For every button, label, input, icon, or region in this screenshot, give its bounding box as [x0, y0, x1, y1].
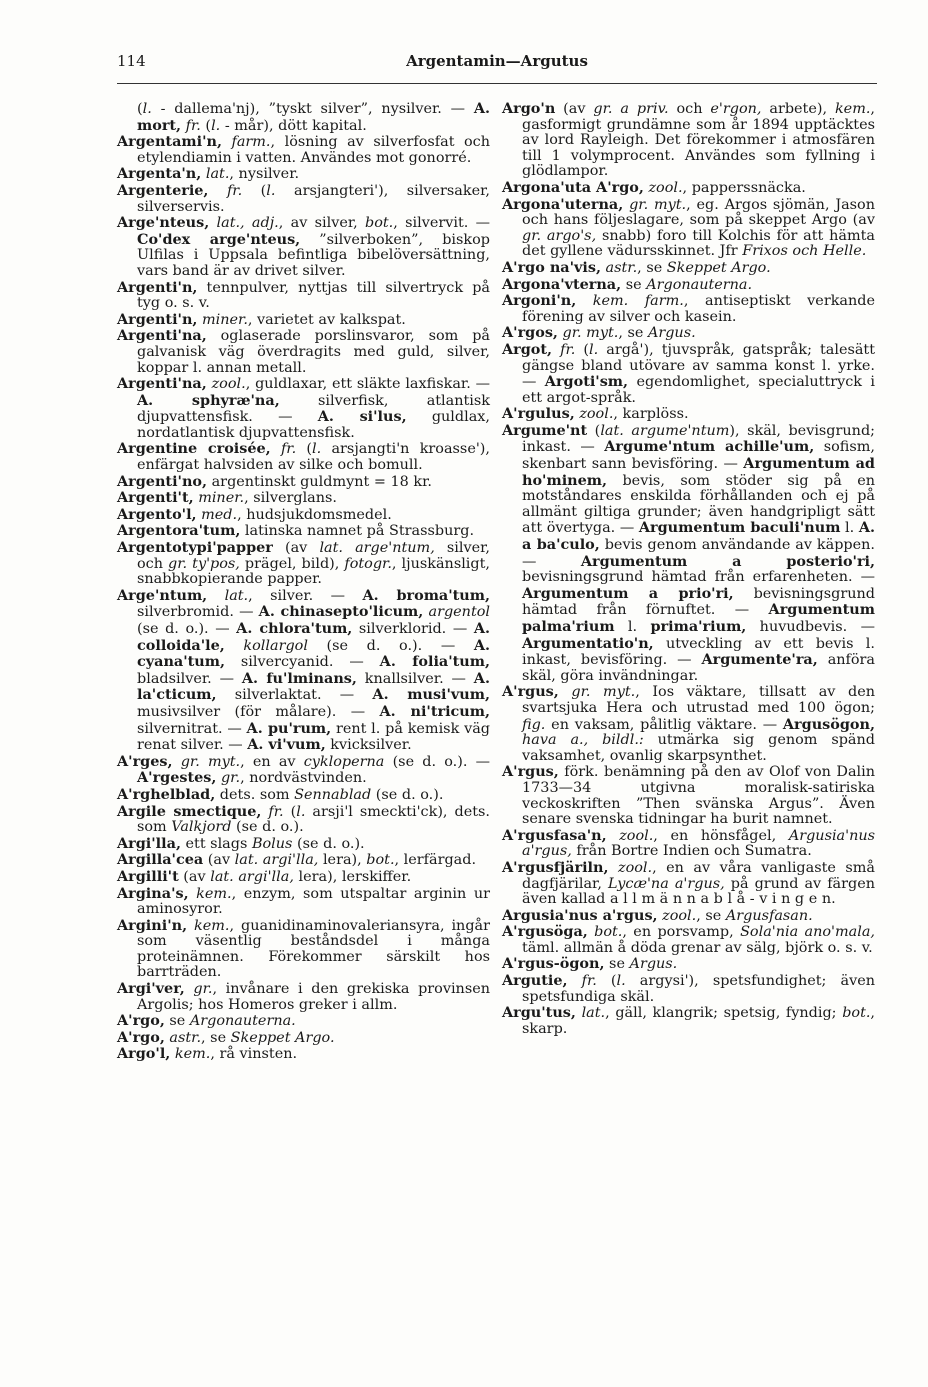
dictionary-entry: A'rgus, gr. myt., Ios väktare, tillsatt av den svartsjuka Hera och utrustad med 100 ögon; fig. en vaksam, pålitlig väktare. — Argusögon, hava a., bildl.: utmärka sig genom spänd vaksamhet, ovanlig skarpsynthet.	[502, 683, 876, 764]
dictionary-entry: (l. - dallema'nj), ”tyskt silver”, nysilver. — A. mort, fr. (l. - mår), dött kapital.	[137, 100, 490, 134]
header-rule	[117, 83, 877, 84]
dictionary-entry: Argina's, kem., enzym, som utspaltar arginin ur aminosyror.	[117, 884, 490, 918]
dictionary-entry: Argo'n (av gr. a priv. och e'rgon, arbete), kem., gasformigt grundämne som år 1894 upptäcktes av lord Rayleigh. Det förekommer i atmosfären till 1 volymprocent. Användes som fyllning i glödlampor.	[502, 100, 875, 180]
dictionary-entry: Argento'l, med., hudsjukdomsmedel.	[117, 505, 392, 523]
dictionary-entry: A'rges, gr. myt., en av cykloperna (se d. o.). — A'rgestes, gr., nordvästvinden.	[117, 752, 490, 787]
running-title: Argentamin—Argutus	[406, 52, 588, 70]
dictionary-entry: Argentine croisée, fr. (l. arsjangti'n kroasse'), enfärgat halvsiden av silke och bomull.	[117, 440, 490, 474]
dictionary-entry: Arge'nteus, lat., adj., av silver, bot., silvervit. — Co'dex arge'nteus, ”silverboken”, biskop Ulfilas i Uppsala befintliga bibelöversättning, vars band är av drivet silver.	[117, 214, 490, 279]
dictionary-entry: Argo'l, kem., rå vinsten.	[117, 1045, 298, 1063]
dictionary-entry: Argenti'no, argentinskt guldmynt = 18 kr.	[117, 472, 432, 490]
dictionary-entry: A'rghelblad, dets. som Sennablad (se d. o.).	[117, 785, 444, 803]
dictionary-entry: Argu'tus, lat., gäll, klangrik; spetsig, fyndig; bot., skarp.	[502, 1004, 875, 1037]
dictionary-entry: Argot, fr. (l. argå'), tjuvspråk, gatspråk; talesätt gängse bland utövare av samma konst l. yrke. — Argoti'sm, egendomlighet, specialuttryck i ett argot-språk.	[502, 340, 875, 406]
dictionary-entry: A'rgusfjäriln, zool., en av våra vanligaste små dagfjärilar, Lycæ'na a'rgus, på grund av färgen även kallad a l l m ä n n a b l å - v i n g e n.	[502, 858, 875, 908]
dictionary-entry: Arge'ntum, lat., silver. — A. broma'tum, silverbromid. — A. chinasepto'licum, argentol (se d. o.). — A. chlora'tum, silverklorid. — A. colloida'le, kollargol (se d. o.). — A. cyana'tum, silvercyanid. — A. folia'tum, bladsilver. — A. fu'lminans, knallsilver. — A. la'cticum, silverlaktat. — A. musi'vum, musivsilver (för målare). — A. ni'tricum, silvernitrat. — A. pu'rum, rent l. på kemisk väg renat silver. — A. vi'vum, kvicksilver.	[117, 586, 491, 754]
dictionary-entry: A'rgos, gr. myt., se Argus.	[502, 324, 696, 342]
dictionary-entry: Argenti'n, tennpulver, nyttjas till silvertryck på tyg o. s. v.	[117, 278, 490, 312]
dictionary-entry: A'rgo na'vis, astr., se Skeppet Argo.	[502, 258, 771, 276]
page-number: 114	[117, 52, 146, 70]
dictionary-entry: Argona'uta A'rgo, zool., papperssnäcka.	[502, 178, 806, 196]
dictionary-entry: Argenterie, fr. (l. arsjangteri'), silversaker, silverservis.	[117, 181, 490, 215]
dictionary-entry: Argile smectique, fr. (l. arsji'l smeckti'ck), dets. som Valkjord (se d. o.).	[117, 802, 490, 836]
dictionary-entry: Argenti'na, oglaserade porslinsvaror, som på galvanisk väg överdragits med guld, silver, koppar l. annan metall.	[117, 327, 490, 376]
dictionary-entry: Argentora'tum, latinska namnet på Strassburg.	[117, 522, 475, 540]
dictionary-entry: A'rgo, se Argonauterna.	[117, 1012, 296, 1030]
dictionary-entry: Argenti'na, zool., guldlaxar, ett släkte laxfiskar. — A. sphyræ'na, silverfisk, atlantisk djupvattensfisk. — A. si'lus, guldlax, nordatlantisk djupvattensfisk.	[117, 375, 490, 441]
dictionary-entry: Argi'lla, ett slags Bolus (se d. o.).	[117, 834, 365, 852]
dictionary-entry: Argini'n, kem., guanidinaminovaleriansyra, ingår som väsentlig beståndsdel i många proteinämnen. Förekommer särskilt hos barrträden.	[117, 916, 490, 981]
dictionary-entry: A'rgusfasa'n, zool., en hönsfågel, Argusia'nus a'rgus, från Bortre Indien och Sumatra.	[502, 826, 876, 860]
dictionary-entry: Argentami'n, farm., lösning av silverfosfat och etylendiamin i vatten. Användes mot gonorré.	[117, 133, 490, 166]
dictionary-entry: Argentotypi'papper (av lat. arge'ntum, silver, och gr. ty'pos, prägel, bild), fotogr., ljuskänsligt, snabbkopierande papper.	[117, 539, 491, 588]
dictionary-entry: Argume'nt (lat. argume'ntum), skäl, bevisgrund; inkast. — Argume'ntum achille'um, sofism, skenbart sann bevisföring. — Argumentum ad ho'minem, bevis, som stöder sig på en motståndares enskilda förhållanden och ej på allmänt giltiga grunder; även handgripligt sätt att övertyga. — Argumentum baculi'num l. A. a ba'culo, bevis genom användande av käppen. — Argumentum a posterio'ri, bevisningsgrund hämtad från erfarenheten. — Argumentum a prio'ri, bevisningsgrund hämtad från förnuftet. — Argumentum palma'rium l. prima'rium, huvudbevis. — Argumentatio'n, utveckling av ett bevis l. inkast, bevisföring. — Argumente'ra, anföra skäl, göra invändningar.	[502, 421, 876, 684]
dictionary-entry: A'rgus-ögon, se Argus.	[502, 955, 678, 973]
right-column	[502, 101, 875, 1037]
dictionary-entry: Argusia'nus a'rgus, zool., se Argusfasan.	[502, 906, 813, 924]
dictionary-entry: Argona'uterna, gr. myt., eg. Argos sjömän, Jason och hans följeslagare, som på skeppet Argo (av gr. argo's, snabb) foro till Kolchis för att hämta det gyllene vädursskinnet. Jfr Frixos och Helle.	[502, 195, 875, 260]
dictionary-entry: A'rgulus, zool., karplöss.	[502, 405, 689, 423]
page-header	[117, 52, 877, 78]
dictionary-entry: Argenti't, miner., silverglans.	[117, 489, 337, 507]
dictionary-entry: A'rgo, astr., se Skeppet Argo.	[117, 1028, 335, 1046]
dictionary-entry: Argilli't (av lat. argi'lla, lera), lerskiffer.	[117, 867, 412, 885]
dictionary-entry: Argenti'n, miner., varietet av kalkspat.	[117, 310, 406, 328]
left-column	[117, 101, 490, 1063]
dictionary-entry: A'rgus, förk. benämning på den av Olof von Dalin 1733—34 utgivna moralisk-satiriska veckoskriften ”Then svänska Argus”. Även senare svenska tidningar ha burit namnet.	[502, 763, 875, 828]
dictionary-entry: A'rgusöga, bot., en porsvamp, Sola'nia ano'mala, täml. allmän å döda grenar av sälg, björk o. s. v.	[502, 923, 875, 956]
dictionary-entry: Argoni'n, kem. farm., antiseptiskt verkande förening av silver och kasein.	[502, 292, 876, 325]
dictionary-entry: Argona'vterna, se Argonauterna.	[502, 275, 753, 293]
dictionary-entry: Argenta'n, lat., nysilver.	[117, 165, 300, 183]
dictionary-entry: Argutie, fr. (l. argysi'), spetsfundighet; även spetsfundiga skäl.	[502, 972, 875, 1005]
dictionary-entry: Argi'ver, gr., invånare i den grekiska provinsen Argolis; hos Homeros greker i allm.	[117, 980, 490, 1013]
dictionary-entry: Argilla'cea (av lat. argi'lla, lera), bot., lerfärgad.	[117, 851, 477, 869]
